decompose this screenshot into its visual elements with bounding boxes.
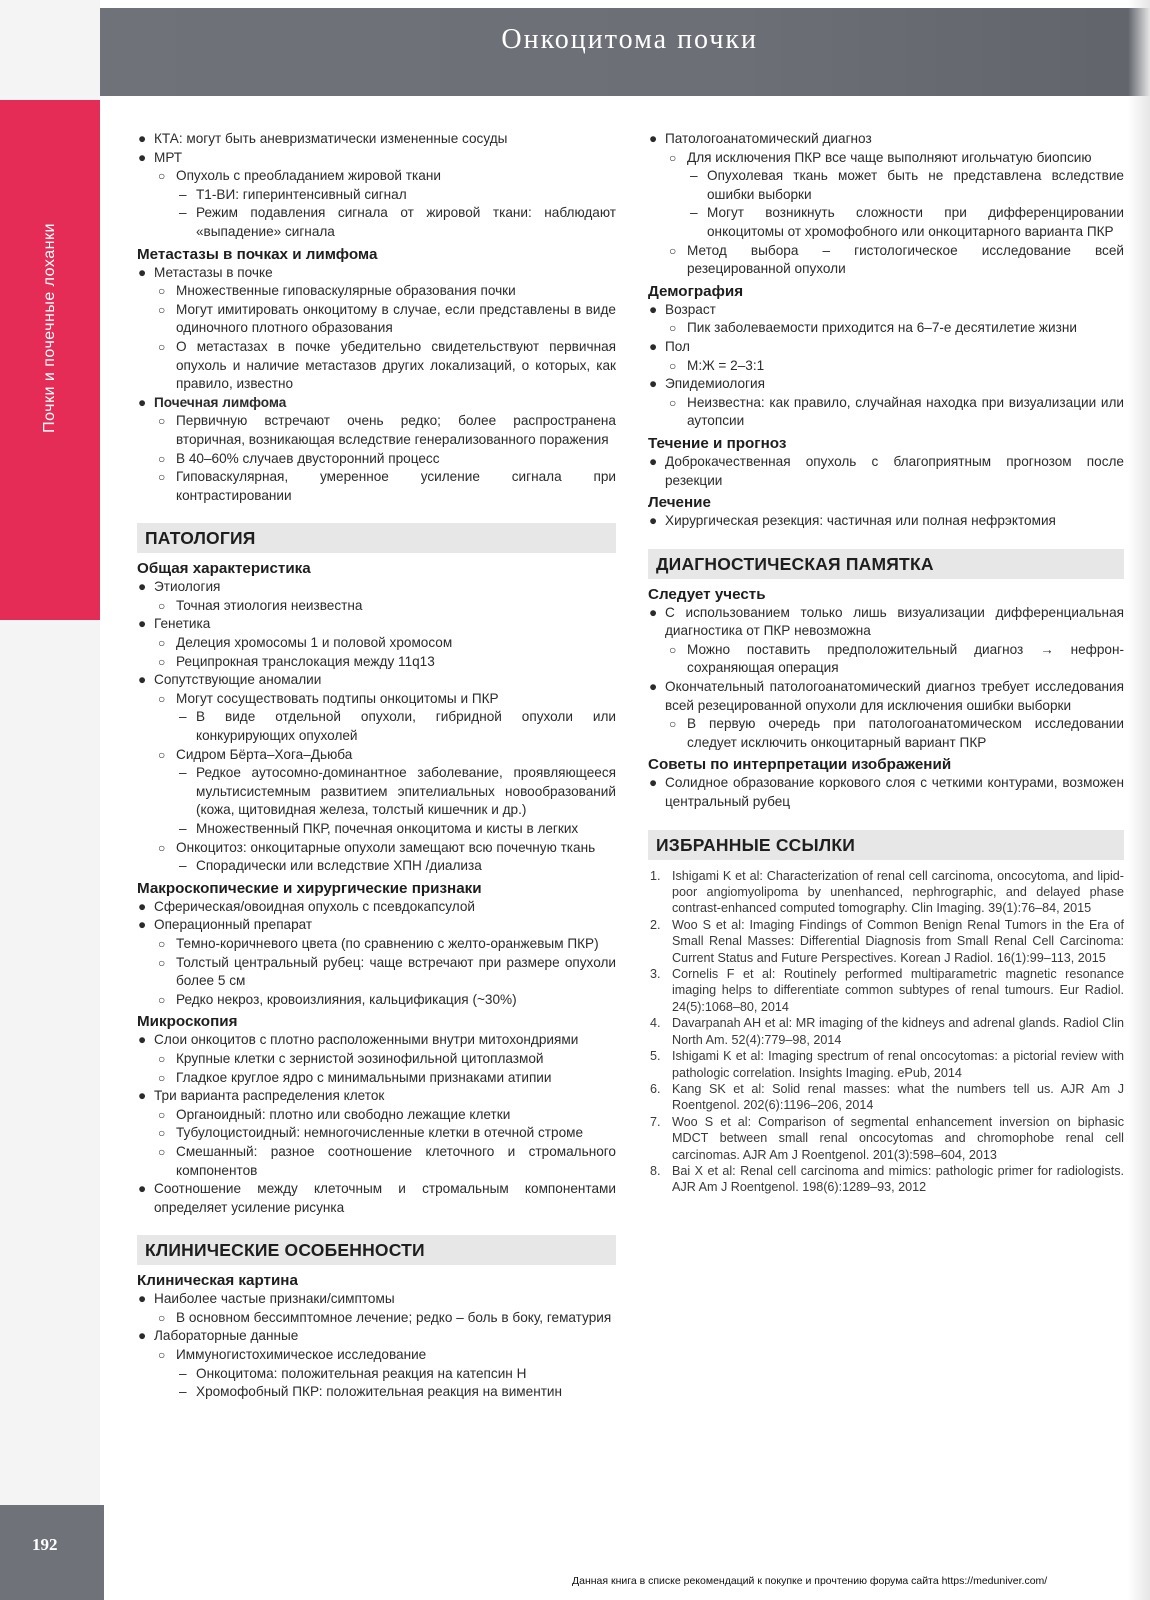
bullet-dot-icon: ● <box>138 898 147 914</box>
reference-item <box>648 1015 1124 1048</box>
reference-item <box>648 1048 1124 1081</box>
list-item <box>137 338 616 394</box>
reference-text: Kang SK et al: Solid renal masses: what the numbers tell us. AJR Am J Roentgenol. 202(6):1196–206, 2014 <box>672 1081 1124 1113</box>
list-item-text: Темно-коричневого цвета (по сравнению с желто-оранжевым ПКР) <box>176 935 599 951</box>
bullet-circle-icon: ○ <box>158 284 166 299</box>
subsection-heading: Макроскопические и хирургические признаки <box>137 879 482 897</box>
list-item-text: Пол <box>665 338 690 354</box>
list-item-text: Иммуногистохимическое исследование <box>176 1347 427 1363</box>
list-item <box>137 1346 616 1365</box>
list-item-text: Гиповаскулярная, умеренное усиление сигнала при контрастировании <box>176 469 616 503</box>
list-item <box>137 1327 616 1346</box>
list-item <box>137 1106 616 1125</box>
list-item <box>137 1143 616 1180</box>
list-item <box>137 615 616 634</box>
list-item-text: Почечная лимфома <box>154 394 287 410</box>
subsection-heading: Советы по интерпретации изображений <box>648 756 952 774</box>
list-item-text: Редкое аутосомно-доминантное заболевание, проявляющееся мультисистемным развитием эпителиальных новообразований (кожа, щитовидная железа, толстый кишечник и др.) <box>196 765 616 818</box>
reference-item <box>648 966 1124 1015</box>
list-item <box>648 774 1124 811</box>
section-heading: ИЗБРАННЫЕ ССЫЛКИ <box>648 830 1124 860</box>
bullet-dot-icon: ● <box>649 453 658 469</box>
list-item <box>137 1180 616 1217</box>
list-item-text: Точная этиология неизвестна <box>176 597 363 613</box>
section-heading: ДИАГНОСТИЧЕСКАЯ ПАМЯТКА <box>648 549 1124 579</box>
page-title: Онкоцитома почки <box>501 24 758 55</box>
bullet-circle-icon: ○ <box>158 169 166 184</box>
bullet-dot-icon: ● <box>138 672 147 688</box>
reference-number: 2. <box>650 917 661 932</box>
list-item <box>648 319 1124 338</box>
bullet-dot-icon: ● <box>138 1291 147 1307</box>
bullet-dash-icon: – <box>179 709 187 725</box>
page-number: 192 <box>32 1535 58 1554</box>
list-item <box>648 338 1124 357</box>
list-item <box>137 764 616 820</box>
list-item <box>648 453 1124 490</box>
list-item-text: Хромофобный ПКР: положительная реакция на виментин <box>196 1384 563 1400</box>
list-item <box>648 301 1124 320</box>
bullet-dash-icon: – <box>690 168 698 184</box>
list-item-text: Онкоцитома: положительная реакция на катепсин Н <box>196 1365 527 1381</box>
bullet-circle-icon: ○ <box>669 358 677 373</box>
bullet-circle-icon: ○ <box>669 395 677 410</box>
list-item-text: Толстый центральный рубец: чаще встречают при размере опухоли более 5 см <box>176 954 616 989</box>
subsection-heading: Следует учесть <box>648 585 766 603</box>
reference-number: 7. <box>650 1114 661 1129</box>
bullet-circle-icon: ○ <box>158 339 166 354</box>
list-item-text: Наиболее частые признаки/симптомы <box>154 1291 395 1307</box>
bullet-dot-icon: ● <box>138 1181 147 1197</box>
list-item <box>648 641 1124 678</box>
list-item <box>137 1050 616 1069</box>
list-item-text: Соотношение между клеточным и стромальным компонентами определяет усиление рисунка <box>154 1181 616 1215</box>
list-item <box>137 916 616 935</box>
list-item <box>137 186 616 205</box>
reference-number: 3. <box>650 967 661 982</box>
list-item-text: МРТ <box>154 149 183 165</box>
bullet-circle-icon: ○ <box>158 747 166 762</box>
bullet-circle-icon: ○ <box>669 150 677 165</box>
bullet-dash-icon: – <box>179 821 187 836</box>
list-item-text: Этиология <box>154 579 221 595</box>
subsection-heading: Микроскопия <box>137 1013 238 1031</box>
bullet-circle-icon: ○ <box>158 955 166 970</box>
list-item <box>137 1290 616 1309</box>
bullet-dash-icon: – <box>179 186 187 202</box>
reference-item <box>648 868 1124 917</box>
list-item-text: С использованием только лишь визуализации дифференциальная диагностика от ПКР невозможна <box>665 604 1124 639</box>
list-item <box>648 604 1124 641</box>
bullet-circle-icon: ○ <box>158 1126 166 1141</box>
list-item <box>137 578 616 597</box>
subsection-heading: Метастазы в почках и лимфома <box>137 245 378 263</box>
list-item-text: Опухоль с преобладанием жировой ткани <box>176 168 441 184</box>
list-item <box>137 935 616 954</box>
bullet-circle-icon: ○ <box>158 1070 166 1085</box>
list-item <box>137 1309 616 1328</box>
list-item-text: Т1-ВИ: гиперинтенсивный сигнал <box>196 186 407 202</box>
list-item-text: Могут возникнуть сложности при дифференцировании онкоцитомы от хромофобного или онкоцитарного варианта ПКР <box>707 205 1124 239</box>
reference-item <box>648 1114 1124 1163</box>
list-item <box>648 204 1124 241</box>
list-item-text: В основном бессимптомное лечение; редко – боль в боку, гематурия <box>176 1309 612 1325</box>
list-item <box>137 1087 616 1106</box>
list-item <box>137 450 616 469</box>
bullet-circle-icon: ○ <box>669 321 677 336</box>
reference-item <box>648 1163 1124 1196</box>
list-item <box>137 690 616 709</box>
list-item-text: Патологоанатомический диагноз <box>665 131 872 146</box>
list-item <box>648 715 1124 752</box>
bullet-circle-icon: ○ <box>158 1144 166 1159</box>
bullet-dash-icon: – <box>179 858 187 874</box>
list-item-text: Эпидемиология <box>665 376 765 392</box>
bullet-dot-icon: ● <box>649 775 658 791</box>
subsection-heading: Общая характеристика <box>137 560 311 578</box>
list-item-text: Сидром Бёрта–Хога–Дьюба <box>176 746 353 762</box>
bullet-circle-icon: ○ <box>158 840 166 855</box>
list-item <box>648 130 1124 149</box>
list-item-text: КТА: могут быть аневризматически измененные сосуды <box>154 131 508 146</box>
list-item-text: Пик заболеваемости приходится на 6–7-е десятилетие жизни <box>687 320 1077 336</box>
list-item-text: Опухолевая ткань может быть не представлена вследствие ошибки выборки <box>707 168 1124 202</box>
list-item <box>648 167 1124 204</box>
list-item <box>137 167 616 186</box>
references-list <box>648 868 1124 1196</box>
list-item-text: Крупные клетки с зернистой эозинофильной цитоплазмой <box>176 1050 544 1066</box>
bullet-dot-icon: ● <box>138 394 147 410</box>
reference-text: Cornelis F et al: Routinely performed multiparametric magnetic resonance imaging helps to differentiate common subtypes of renal tumours. Eur Radiol. 24(5):1068–80, 2014 <box>672 967 1124 1014</box>
list-item <box>137 282 616 301</box>
reference-text: Ishigami K et al: Imaging spectrum of renal oncocytomas: a pictorial review with pathologic correlation. Insights Imaging. ePub, 2014 <box>672 1049 1124 1080</box>
list-item <box>137 671 616 690</box>
left-column <box>137 130 616 1402</box>
bullet-dot-icon: ● <box>138 131 147 146</box>
list-item-text: Онкоцитоз: онкоцитарные опухоли замещают всю почечную ткань <box>176 839 596 855</box>
list-item-text: Для исключения ПКР все чаще выполняют игольчатую биопсию <box>687 149 1092 165</box>
list-item <box>137 857 616 876</box>
bullet-dot-icon: ● <box>649 679 658 695</box>
list-item-text: Сопутствующие аномалии <box>154 672 322 688</box>
list-item-text: Солидное образование коркового слоя с четкими контурами, возможен центральный рубец <box>665 775 1124 810</box>
list-item <box>137 653 616 672</box>
bullet-circle-icon: ○ <box>669 243 677 258</box>
list-item-text: Метастазы в почке <box>154 264 273 280</box>
list-item <box>137 412 616 449</box>
reference-text: Woo S et al: Imaging Findings of Common Benign Renal Tumors in the Era of Small Renal Masses: Differential Diagnosis from Small Renal Cell Carcinoma: Current Status and Future Perspectives. Korean J Radiol. 16(1):99–113, 2015 <box>672 917 1124 965</box>
list-item-text: В виде отдельной опухоли, гибридной опухоли или конкурирующих опухолей <box>196 709 616 744</box>
list-item <box>137 839 616 858</box>
bullet-circle-icon: ○ <box>158 414 166 429</box>
reference-number: 6. <box>650 1081 661 1096</box>
right-column-body <box>648 130 1124 860</box>
bullet-dash-icon: – <box>179 765 187 781</box>
reference-number: 4. <box>650 1016 661 1031</box>
section-side-tab <box>0 100 100 620</box>
list-item-text: Лабораторные данные <box>154 1328 299 1344</box>
list-item-text: Тубулоцистоидный: немногочисленные клетки в отечной строме <box>176 1125 584 1141</box>
list-item <box>137 746 616 765</box>
list-item <box>137 130 616 149</box>
list-item <box>137 1031 616 1050</box>
bullet-circle-icon: ○ <box>158 1310 166 1325</box>
bullet-circle-icon: ○ <box>158 598 166 613</box>
list-item-text: Метод выбора – гистологическое исследование всей резецированной опухоли <box>687 242 1124 277</box>
list-item-text: Слои онкоцитов с плотно расположенными внутри митохондриями <box>154 1032 579 1048</box>
list-item-text: Возраст <box>665 301 716 317</box>
list-item-text: Спорадически или вследствие ХПН /диализа <box>196 858 482 874</box>
bullet-dot-icon: ● <box>138 579 147 595</box>
bullet-dot-icon: ● <box>649 338 658 354</box>
list-item <box>137 394 616 413</box>
bullet-circle-icon: ○ <box>158 691 166 706</box>
side-tab-label: Почки и почечные лоханки <box>41 223 58 433</box>
bullet-circle-icon: ○ <box>158 936 166 951</box>
list-item-text: Реципрокная транслокация между 11q13 <box>176 653 435 669</box>
list-item <box>137 634 616 653</box>
bullet-circle-icon: ○ <box>158 470 166 485</box>
section-heading: КЛИНИЧЕСКИЕ ОСОБЕННОСТИ <box>137 1235 616 1265</box>
reference-item <box>648 1081 1124 1114</box>
bullet-dash-icon: – <box>690 205 698 221</box>
bullet-dot-icon: ● <box>138 1032 147 1048</box>
list-item <box>648 394 1124 431</box>
list-item <box>648 149 1124 168</box>
list-item <box>137 468 616 505</box>
list-item-text: Доброкачественная опухоль с благоприятным прогнозом после резекции <box>665 453 1124 488</box>
list-item <box>137 820 616 839</box>
list-item-text: О метастазах в почке убедительно свидетельствуют первичная опухоль и наличие метастазов других локализаций, о которых, как правило, известно <box>176 338 616 392</box>
list-item-text: Хирургическая резекция: частичная или полная нефрэктомия <box>665 513 1056 529</box>
list-item-text: Неизвестна: как правило, случайная находка при визуализации или аутопсии <box>687 394 1124 429</box>
subsection-heading: Течение и прогноз <box>648 434 787 452</box>
bullet-circle-icon: ○ <box>158 1107 166 1122</box>
reference-text: Bai X et al: Renal cell carcinoma and mimics: pathologic primer for radiologists. AJR Am J Roentgenol. 198(6):1289–93, 2012 <box>672 1163 1124 1195</box>
list-item <box>137 149 616 168</box>
bullet-dot-icon: ● <box>649 376 658 392</box>
list-item-text: Первичную встречают очень редко; более распространена вторичная, возникающая вследствие генерализованного поражения <box>176 413 616 447</box>
bullet-dot-icon: ● <box>138 917 147 933</box>
reference-item <box>648 917 1124 966</box>
list-item <box>137 991 616 1010</box>
list-item-text: Множественные гиповаскулярные образования почки <box>176 283 516 299</box>
list-item-text: Множественный ПКР, почечная онкоцитома и кисты в легких <box>196 821 579 836</box>
bullet-dot-icon: ● <box>138 1328 147 1344</box>
bullet-circle-icon: ○ <box>158 302 166 317</box>
bullet-circle-icon: ○ <box>158 1348 166 1363</box>
list-item-text: Можно поставить предположительный диагноз → нефрон-сохраняющая операция <box>687 641 1124 676</box>
bullet-circle-icon: ○ <box>158 992 166 1007</box>
bullet-dot-icon: ● <box>138 149 147 165</box>
bullet-circle-icon: ○ <box>158 654 166 669</box>
list-item-text: Гладкое круглое ядро с минимальными признаками атипии <box>176 1069 552 1085</box>
reference-number: 1. <box>650 868 661 883</box>
list-item-text: Окончательный патологоанатомический диагноз требует исследования всей резецированной опухоли для исключения ошибки выборки <box>665 679 1124 713</box>
list-item-text: Генетика <box>154 616 211 632</box>
list-item <box>648 512 1124 531</box>
bullet-dash-icon: – <box>179 1365 187 1381</box>
list-item-text: Делеция хромосомы 1 и половой хромосом <box>176 635 453 651</box>
bullet-circle-icon: ○ <box>669 642 677 657</box>
list-item <box>137 264 616 283</box>
subsection-heading: Демография <box>648 282 744 300</box>
list-item <box>137 204 616 241</box>
bullet-dot-icon: ● <box>649 513 658 529</box>
list-item-text: Могут сосуществовать подтипы онкоцитомы и ПКР <box>176 690 499 706</box>
list-item-text: Три варианта распределения клеток <box>154 1088 385 1104</box>
list-item <box>137 597 616 616</box>
bullet-dot-icon: ● <box>649 604 658 620</box>
list-item-text: Смешанный: разное соотношение клеточного и стромального компонентов <box>176 1143 616 1178</box>
list-item <box>137 301 616 338</box>
list-item <box>137 898 616 917</box>
list-item <box>137 708 616 745</box>
list-item <box>648 357 1124 376</box>
list-item-text: Режим подавления сигнала от жировой ткани: наблюдают «выпадение» сигнала <box>196 205 616 239</box>
reference-text: Ishigami K et al: Characterization of renal cell carcinoma, oncocytoma, and lipid-poor angiomyolipoma by unenhanced, nephrographic, and delayed phase contrast-enhanced computed tomography. Clin Imaging. 39(1):76–84, 2015 <box>672 868 1124 916</box>
list-item-text: Редко некроз, кровоизлияния, кальцификация (~30%) <box>176 991 517 1007</box>
footer-note: Данная книга в списке рекомендаций к покупке и прочтению форума сайта https://meduniver.com/ <box>572 1575 1048 1587</box>
bullet-dash-icon: – <box>179 1384 187 1400</box>
bullet-dot-icon: ● <box>138 616 147 632</box>
bullet-circle-icon: ○ <box>158 451 166 466</box>
list-item <box>648 375 1124 394</box>
list-item-text: Сферическая/овоидная опухоль с псевдокапсулой <box>154 898 475 914</box>
bullet-circle-icon: ○ <box>158 636 166 651</box>
bullet-circle-icon: ○ <box>158 1051 166 1066</box>
section-heading: ПАТОЛОГИЯ <box>137 523 616 553</box>
list-item-text: М:Ж = 2–3:1 <box>687 357 765 373</box>
reference-text: Davarpanah AH et al: MR imaging of the kidneys and adrenal glands. Radiol Clin North Am. 52(4):779–98, 2014 <box>672 1016 1124 1047</box>
list-item <box>137 1365 616 1384</box>
list-item <box>137 1069 616 1088</box>
list-item <box>137 954 616 991</box>
bullet-dot-icon: ● <box>138 1088 147 1104</box>
reference-number: 5. <box>650 1049 661 1064</box>
bullet-circle-icon: ○ <box>669 717 677 732</box>
bullet-dot-icon: ● <box>649 301 658 317</box>
list-item <box>137 1124 616 1143</box>
list-item-text: В 40–60% случаев двусторонний процесс <box>176 450 440 466</box>
page-edge-shadow <box>1128 0 1150 1600</box>
bullet-dot-icon: ● <box>138 264 147 280</box>
list-item-text: Органоидный: плотно или свободно лежащие клетки <box>176 1106 511 1122</box>
reference-number: 8. <box>650 1163 661 1178</box>
list-item-text: Операционный препарат <box>154 917 313 933</box>
list-item <box>648 678 1124 715</box>
list-item <box>648 242 1124 279</box>
bullet-dot-icon: ● <box>649 131 658 146</box>
subsection-heading: Лечение <box>648 494 711 512</box>
bullet-dash-icon: – <box>179 205 187 221</box>
subsection-heading: Клиническая картина <box>137 1272 298 1290</box>
list-item <box>137 1383 616 1402</box>
right-column <box>648 130 1124 1196</box>
list-item-text: Могут имитировать онкоцитому в случае, если представлены в виде одиночного плотного образования <box>176 301 616 336</box>
reference-text: Woo S et al: Comparison of segmental enhancement inversion on biphasic MDCT between small renal oncocytomas and chromophobe renal cell carcinomas. AJR Am J Roentgenol. 201(3):598–604, 2013 <box>672 1114 1124 1162</box>
list-item-text: В первую очередь при патологоанатомическом исследовании следует исключить онкоцитарный вариант ПКР <box>687 716 1124 750</box>
